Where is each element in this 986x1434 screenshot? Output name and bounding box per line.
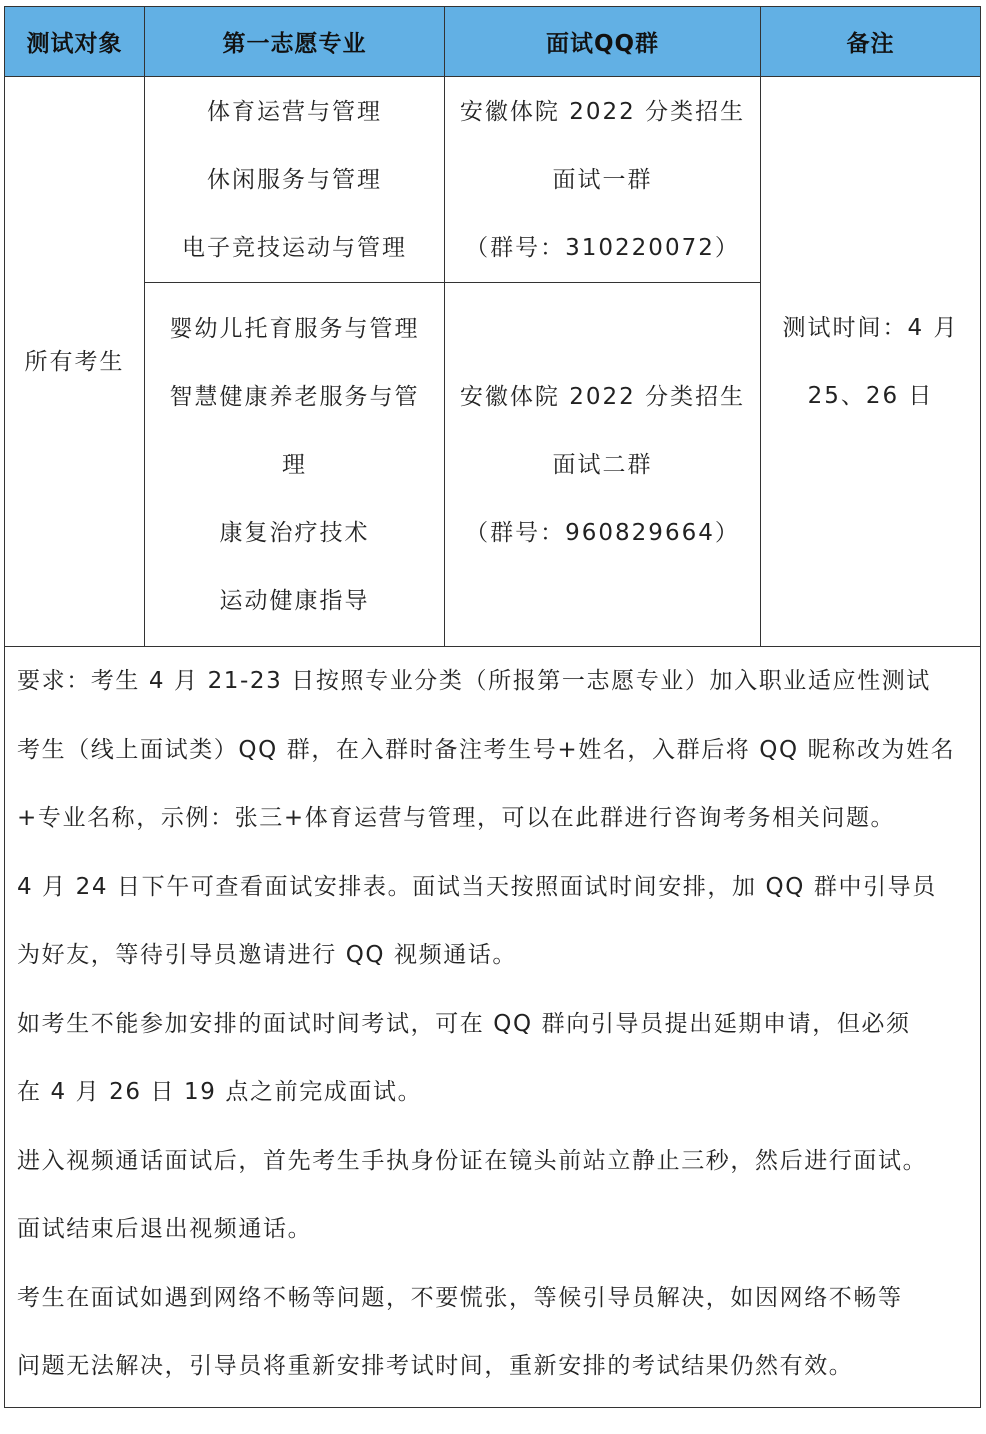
- majors-cell-1: [145, 77, 445, 283]
- major-item: 智慧健康养老服务与管: [169, 383, 420, 410]
- requirements-cell: [5, 647, 981, 1408]
- requirement-line: 如考生不能参加安排的面试时间考试，可在 QQ 群向引导员提出延期申请，但必须: [17, 1010, 911, 1037]
- remark-cell: [761, 77, 981, 647]
- header-row: [5, 7, 981, 77]
- requirement-line: 为好友，等待引导员邀请进行 QQ 视频通话。: [17, 942, 518, 968]
- majors-cell-2: [145, 283, 445, 647]
- requirement-line: +专业名称，示例：张三+体育运营与管理，可以在此群进行咨询考务相关问题。: [17, 805, 896, 831]
- major-item: 休闲服务与管理: [207, 166, 382, 193]
- qq-group-number: （群号：960829664）: [465, 519, 740, 546]
- remark-line: 测试时间：4 月: [782, 314, 959, 341]
- major-item: 婴幼儿托育服务与管理: [169, 315, 420, 342]
- target-text: 所有考生: [24, 348, 125, 375]
- header-target: 测试对象: [5, 7, 145, 77]
- major-item: 运动健康指导: [219, 587, 370, 614]
- qq-group-label: 面试一群: [552, 166, 653, 193]
- interview-table: [4, 6, 981, 1408]
- header-remark: 备注: [761, 7, 981, 77]
- qq-group-name: 安徽体院 2022 分类招生: [459, 383, 746, 410]
- remark-line: 25、26 日: [807, 382, 934, 409]
- qq-group-number: （群号：310220072）: [465, 234, 740, 261]
- requirement-line: 考生在面试如遇到网络不畅等问题，不要慌张，等候引导员解决，如因网络不畅等: [17, 1284, 903, 1311]
- major-item: 理: [282, 451, 307, 478]
- requirement-line: 考生（线上面试类）QQ 群，在入群时备注考生号+姓名，入群后将 QQ 昵称改为姓名: [17, 736, 956, 763]
- qq-group-label: 面试二群: [552, 451, 653, 478]
- qq-cell-2: [445, 283, 761, 647]
- requirement-line: 要求：考生 4 月 21-23 日按照专业分类（所报第一志愿专业）加入职业适应性测试: [17, 668, 931, 694]
- requirement-line: 进入视频通话面试后，首先考生手执身份证在镜头前站立静止三秒，然后进行面试。: [17, 1147, 928, 1174]
- requirement-line: 面试结束后退出视频通话。: [17, 1216, 313, 1242]
- requirement-line: 4 月 24 日下午可查看面试安排表。面试当天按照面试时间安排，加 QQ 群中引导员: [17, 873, 937, 900]
- major-item: 康复治疗技术: [219, 519, 370, 546]
- requirements-row: [5, 647, 981, 1408]
- qq-group-name: 安徽体院 2022 分类招生: [459, 98, 746, 125]
- header-major: 第一志愿专业: [145, 7, 445, 77]
- requirement-line: 在 4 月 26 日 19 点之前完成面试。: [17, 1079, 423, 1105]
- major-item: 体育运营与管理: [207, 98, 382, 125]
- table-row: [5, 77, 981, 283]
- qq-cell-1: [445, 77, 761, 283]
- requirement-line: 问题无法解决，引导员将重新安排考试时间，重新安排的考试结果仍然有效。: [17, 1353, 854, 1379]
- target-cell: [5, 77, 145, 647]
- header-qq-group: 面试QQ群: [445, 7, 761, 77]
- major-item: 电子竞技运动与管理: [182, 234, 407, 261]
